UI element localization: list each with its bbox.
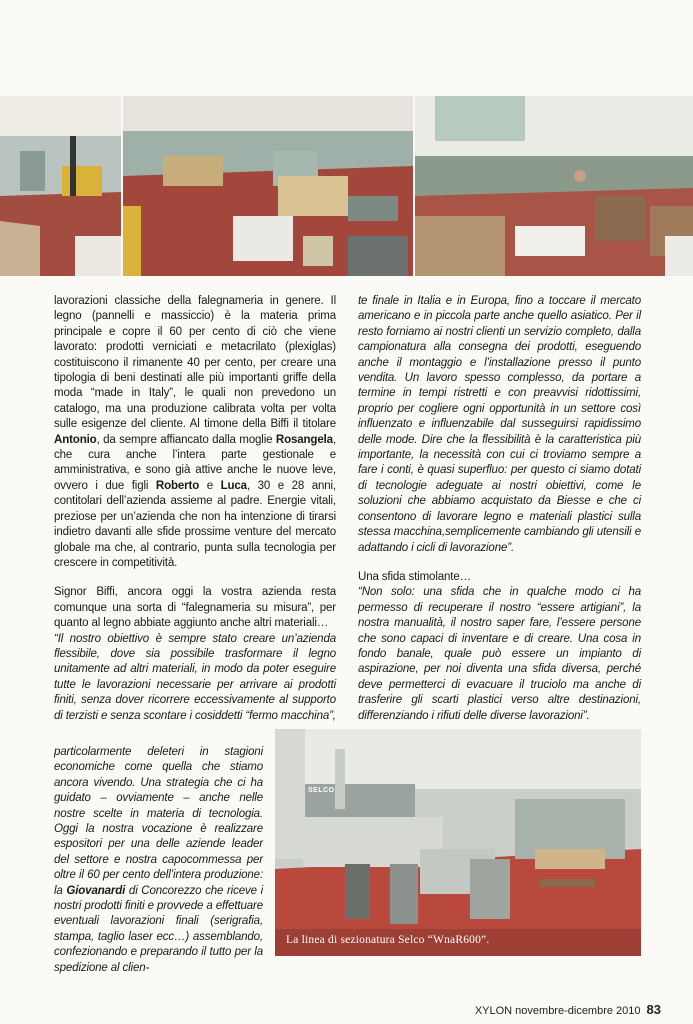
photo-caption: La linea di sezionatura Selco “WnaR600”.	[286, 934, 490, 946]
intro-text-e: , 30 e 28 anni, contitolari dell’azienda assieme al padre. Energie vitali, preziose per un’azienda che non ha intenzione di tirarsi indietro davanti alle sfide prossime venture del mercato globale ma che, al contrario, punta sulla tecnologia per crescere in competitività.	[54, 479, 336, 569]
answer-text-b: di Concorezzo che riceve i nostri prodotti finiti e provvede a effettuare eventuali lavorazioni finali (serigrafia, stampa, taglio laser ecc…) assemblando, confezionando e preparando il tutto per la spedizione al clien-	[54, 884, 263, 974]
name-rosangela: Rosangela	[275, 433, 333, 446]
answer-text-a: particolarmente deleteri in stagioni economiche come quella che stiamo ancora vivendo. Una strategia che ci ha guidato – ovviamente – anche nelle nostre scelte in materia di tecnologia. Oggi la nostra vocazione è realizzare espositori per una delle aziende leader del settore e nostra capocommessa per oltre il 60 per cento dell’intera produzione: la	[54, 746, 263, 897]
page-top-margin	[0, 0, 693, 96]
name-luca: Luca	[220, 479, 247, 492]
photo-selco-panel-saw	[275, 729, 641, 956]
name-giovanardi: Giovanardi	[66, 884, 126, 897]
photo-workshop-center	[123, 96, 413, 276]
interview-answer-start: “Il nostro obiettivo è sempre stato creare un’azienda flessibile, dove sia possibile trasformare il legno unitamente ad altri materiali, in modo da poter eseguire tutte le lavorazioni necessarie per arrivare ai prodotti finiti, senza dover ricorrere eccessivamente al supporto di terzisti e senza scontare i cosiddetti “fermo macchina”,	[54, 632, 336, 722]
section-heading: Una sfida stimolante…	[358, 570, 472, 583]
intro-text-d: e	[199, 479, 221, 492]
intro-text-a: lavorazioni classiche della falegnameria in genere. Il legno (pannelli e massiccio) è la materia prima principale e copre il 60 per cento di ciò che viene lavorato: prodotti verniciati e metacrilato (plexiglas) costituiscono il rimanente 40 per cento, per creare una tipologia di beni destinati alle più importanti griffe della moda “made in Italy”, le quali non prevedono un catalogo, ma una produzione calibrata volta per volta sulle esigenze del cliente. Al timone della Biffi il titolare	[54, 295, 336, 431]
magazine-issue: XYLON novembre-dicembre 2010	[474, 1005, 641, 1017]
photo-workshop-right	[415, 96, 693, 276]
answer-paragraph-right: te finale in Italia e in Europa, fino a toccare il mercato americano e in piccola parte anche quello asiatico. Per il resto forniamo ai nostri clienti un servizio completo, dalla campionatura alla consegna dei prodotti, eseguendo anche il montaggio e l’installazione presso il punto vendita. Un lavoro spesso complesso, da portare a termine in tempi ristretti e con preavvisi ridottissimi, proprio per cogliere ogni opportunità in un settore così influenzato e influenzabile dal susseguirsi rapidissimo delle mode. Dire che la flessibilità è la caratteristica più importante, la necessità con cui ci troviamo sempre a fare i conti, è quasi superfluo: per questo ci siamo dotati di tecnologie adeguate ai nostri obiettivi, come le soluzioni che abbiamo acquistato da Biesse e che ci consentono di lavorare legno e materiali plastici sulla stessa macchina,semplicemente cambiando gli utensili e adattando i cicli di lavorazione”.	[358, 295, 641, 554]
answer-paragraph-aspiration: “Non solo: una sfida che in qualche modo ci ha permesso di recuperare il nostro “essere artigiani”, la nostra manualità, il nostro saper fare, l’essere persone che sono capaci di inventare e di creare. Una cosa in fondo banale, quale può essere un impianto di aspirazione, per noi diventa una sfida diversa, perché deve permetterci di evacuare il truciolo ma anche di trasferire gli scarti plastici verso altre destinazioni, differenziando i rifiuti delle diverse lavorazioni”.	[358, 586, 641, 722]
intro-text-b: , da sempre affiancato dalla moglie	[96, 433, 276, 446]
article-column-left-lower	[54, 745, 263, 976]
interview-question: Signor Biffi, ancora oggi la vostra azienda resta comunque una sorta di “falegnameria su misura”, per quanto al legno abbiate aggiunto anche altri materiali…	[54, 586, 336, 630]
page-footer	[475, 1002, 661, 1017]
intro-text-c: , che cura anche l’intera parte gestionale e amministrativa, e sono già attive anche le nuove leve, ovvero i due figli	[54, 433, 336, 492]
page-number: 83	[646, 1002, 661, 1017]
machine-brand-label: SELCO	[308, 787, 335, 794]
name-roberto: Roberto	[155, 479, 200, 492]
interview-answer-continued	[54, 745, 263, 976]
intro-paragraph	[54, 294, 336, 571]
photo-workshop-left	[0, 96, 121, 276]
name-antonio: Antonio	[54, 433, 97, 446]
article-column-left-upper	[54, 294, 336, 724]
article-column-right	[358, 294, 641, 724]
